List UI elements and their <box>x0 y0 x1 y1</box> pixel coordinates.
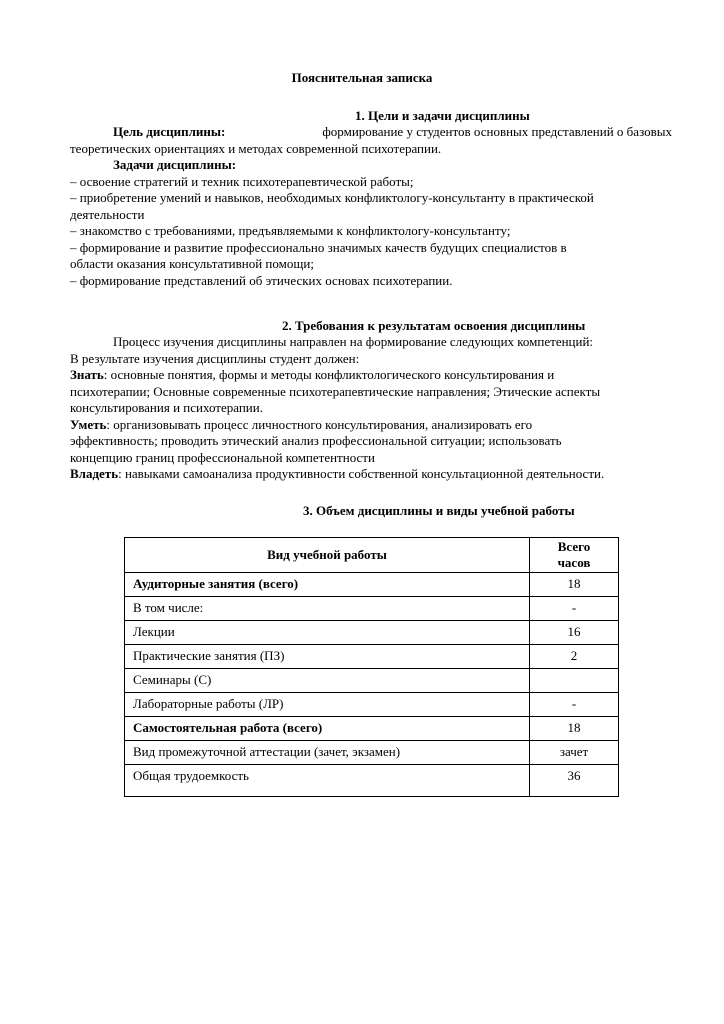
table-row <box>125 645 619 669</box>
table-row <box>125 573 619 597</box>
workload-table <box>124 537 619 797</box>
row-label: В том числе: <box>125 597 530 621</box>
row-value: 36 <box>530 765 619 797</box>
can-text-1: : организовывать процесс личностного консультирования, анализировать его <box>106 416 533 432</box>
know-line <box>70 367 672 384</box>
goal-text-1: формирование у студентов основных представлений о базовых <box>322 124 672 139</box>
table-row <box>125 597 619 621</box>
table-row <box>125 669 619 693</box>
tasks-label: Задачи дисциплины: <box>113 157 237 172</box>
row-label: Самостоятельная работа (всего) <box>125 717 530 741</box>
task-item: – знакомство с требованиями, предъявляемыми к конфликтологу-консультанту; <box>70 223 511 238</box>
document-title: Пояснительная записка <box>291 70 433 85</box>
row-value: - <box>530 693 619 717</box>
row-label: Семинары (С) <box>125 669 530 693</box>
goal-text-2: теоретических ориентациях и методах современной психотерапии. <box>70 140 442 156</box>
competencies-intro: Процесс изучения дисциплины направлен на формирование следующих компетенций: <box>113 334 594 349</box>
goal-line <box>70 124 672 141</box>
know-text-1: : основные понятия, формы и методы конфликтологического консультирования и <box>103 367 555 382</box>
task-item: – формирование представлений об этических основах психотерапии. <box>70 272 453 288</box>
row-value: 2 <box>530 645 619 669</box>
column-header-hours-line1: Всего <box>557 539 591 554</box>
section-2-body <box>70 334 672 483</box>
table-row <box>125 621 619 645</box>
row-value: 18 <box>530 717 619 741</box>
know-text-2: психотерапии; Основные современные психотерапевтические направления; Этические аспекты <box>70 383 601 399</box>
task-item: – приобретение умений и навыков, необходимых конфликтологу-консультанту в практической <box>70 190 594 205</box>
section-2-heading: 2. Требования к результатам освоения дисциплины <box>282 318 586 333</box>
section-3-heading: 3. Объем дисциплины и виды учебной работы <box>303 503 575 518</box>
row-value: зачет <box>530 741 619 765</box>
section-1-heading: 1. Цели и задачи дисциплины <box>355 108 530 123</box>
column-header-hours-line2: часов <box>557 555 591 570</box>
column-header-type: Вид учебной работы <box>125 538 530 573</box>
row-value: 16 <box>530 621 619 645</box>
own-line <box>70 466 672 483</box>
can-text-3: концепцию границ профессиональной компетентности <box>70 449 375 465</box>
section-1-body <box>70 124 672 289</box>
know-text-3: консультирования и психотерапии. <box>70 400 263 415</box>
know-label: Знать <box>70 367 104 382</box>
row-label: Лекции <box>125 621 530 645</box>
row-value: 18 <box>530 573 619 597</box>
task-item: – освоение стратегий и техник психотерапевтической работы; <box>70 173 414 189</box>
can-label: Уметь <box>70 416 107 432</box>
table-row <box>125 717 619 741</box>
table-row <box>125 693 619 717</box>
row-label: Аудиторные занятия (всего) <box>125 573 530 597</box>
task-item-continued: деятельности <box>70 206 145 222</box>
own-text: : навыками самоанализа продуктивности собственной консультационной деятельности. <box>118 466 605 481</box>
own-label: Владеть <box>70 466 119 481</box>
table-row <box>125 741 619 765</box>
can-text-2: эффективность; проводить этический анализ профессиональной ситуации; использовать <box>70 433 562 448</box>
task-item: – формирование и развитие профессионально значимых качеств будущих специалистов в <box>70 239 567 255</box>
column-header-hours <box>530 538 619 573</box>
competencies-intro-2: В результате изучения дисциплины студент должен: <box>70 350 360 366</box>
row-label: Практические занятия (ПЗ) <box>125 645 530 669</box>
task-item-continued: области оказания консультативной помощи; <box>70 256 314 271</box>
can-line <box>70 417 672 434</box>
row-label: Лабораторные работы (ЛР) <box>125 693 530 717</box>
row-value: - <box>530 597 619 621</box>
table-row <box>125 765 619 797</box>
goal-label: Цель дисциплины: <box>113 124 226 139</box>
row-value <box>530 669 619 693</box>
row-label: Вид промежуточной аттестации (зачет, экзамен) <box>125 741 530 765</box>
table-header-row <box>125 538 619 573</box>
row-label: Общая трудоемкость <box>125 765 530 797</box>
